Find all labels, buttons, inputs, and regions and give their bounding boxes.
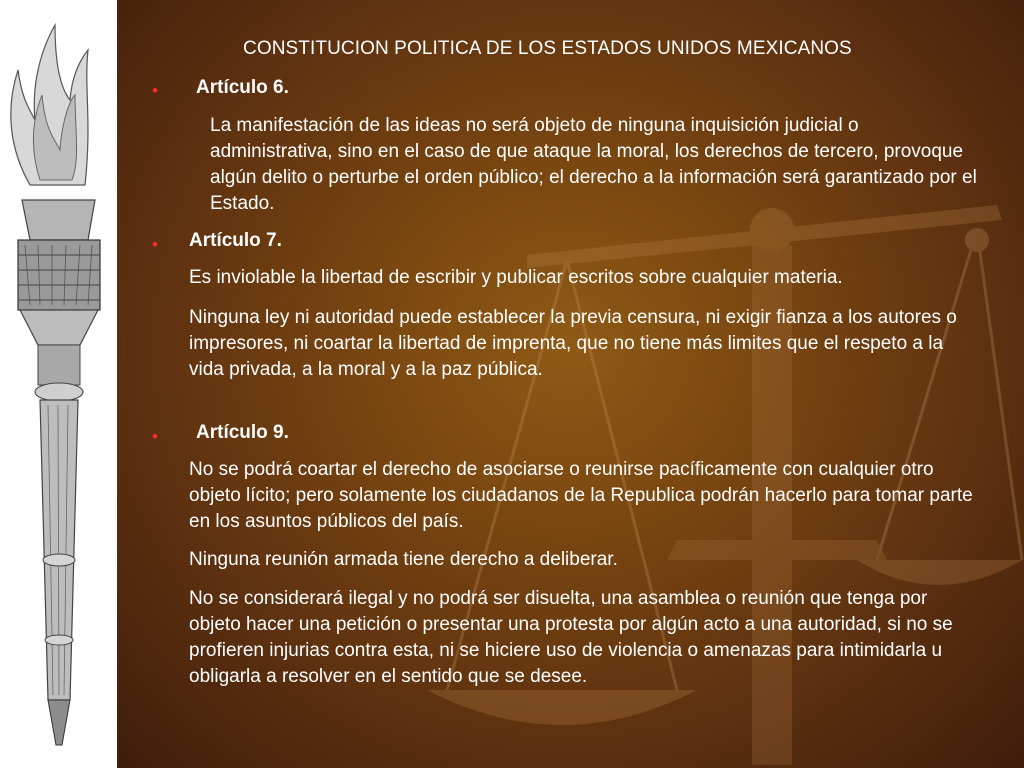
bullet-icon: • [152, 81, 158, 100]
torch-icon [0, 0, 117, 768]
article-6-heading: Artículo 6. [196, 77, 289, 98]
torch-sidebar [0, 0, 117, 768]
article-9-paragraph-3: No se considerará ilegal y no podrá ser disuelta, una asamblea o reunión que tenga por objeto hacer una petición o presentar una protesta por algún acto a una autoridad, si no se profieren injurias contra esta, ni se hiciere uso de violencia o amenazas para intimidarla u obligarla a resolver en el sentido que se desee. [189, 588, 953, 687]
article-9-paragraph-2: Ninguna reunión armada tiene derecho a deliberar. [189, 549, 618, 570]
article-7-paragraph-2: Ninguna ley ni autoridad puede establecer la previa censura, ni exigir fianza a los autores o impresores, ni coartar la libertad de imprenta, que no tiene más limites que el respeto a la vida privada, a la moral y a la paz pública. [189, 307, 957, 380]
article-6-paragraph: La manifestación de las ideas no será objeto de ninguna inquisición judicial o administrativa, sino en el caso de que ataque la moral, los derechos de tercero, provoque algún delito o perturbe el orden público; el derecho a la información será garantizado por el Estado. [210, 115, 977, 214]
article-7-paragraph-1: Es inviolable la libertad de escribir y publicar escritos sobre cualquier materia. [189, 267, 843, 288]
slide-title: CONSTITUCION POLITICA DE LOS ESTADOS UNIDOS MEXICANOS [243, 38, 852, 59]
article-7-heading: Artículo 7. [189, 230, 282, 251]
article-9-paragraph-1: No se podrá coartar el derecho de asociarse o reunirse pacíficamente con cualquier otro objeto lícito; pero solamente los ciudadanos de la Republica podrán hacerlo para tomar parte en los asuntos públicos del país. [189, 459, 973, 532]
bullet-icon: • [152, 235, 158, 254]
bullet-icon: • [152, 427, 158, 446]
article-9-heading: Artículo 9. [196, 422, 289, 443]
